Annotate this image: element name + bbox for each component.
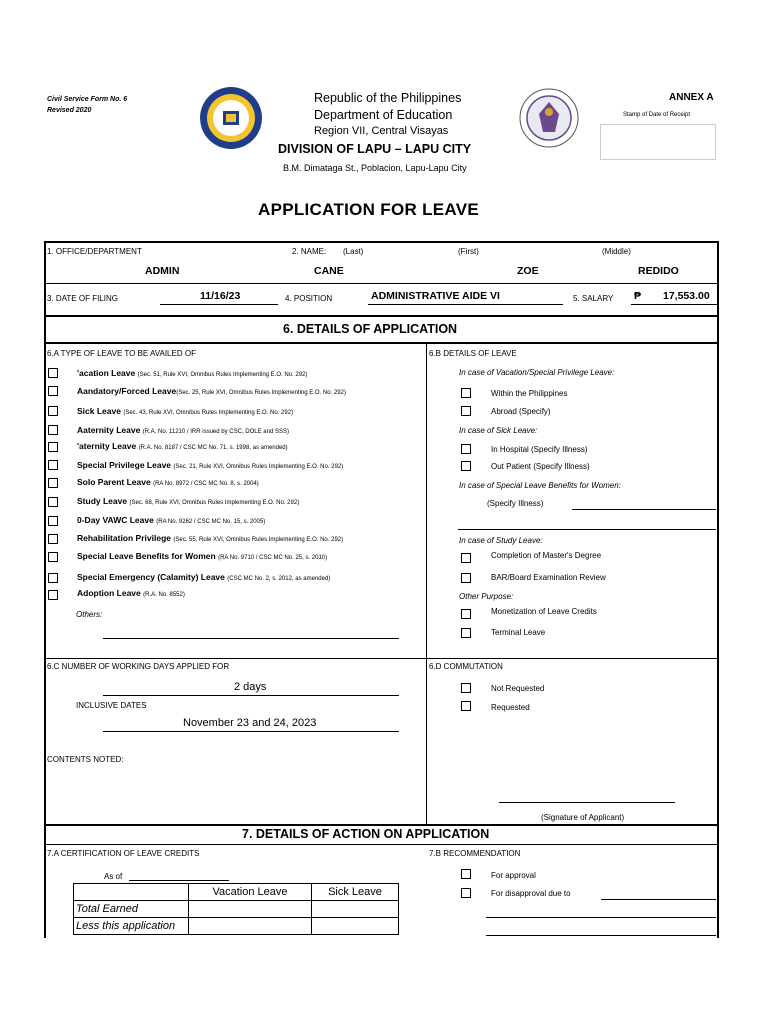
leave-type-item: Study Leave (Sec. 68, Rule XVI, Omnibus Rules Implementing E.O. No. 292) <box>77 496 300 506</box>
salary-value: 17,553.00 <box>663 290 710 302</box>
divider <box>44 658 719 659</box>
women-heading: In case of Special Leave Benefits for Women: <box>459 481 621 490</box>
leave-type-checkbox[interactable] <box>48 497 58 507</box>
table-cell[interactable] <box>189 918 312 935</box>
table-cell[interactable] <box>312 918 399 935</box>
date-filing-value: 11/16/23 <box>200 290 241 302</box>
form-revised: Revised 2020 <box>47 107 92 114</box>
disapproval-reason-line[interactable] <box>601 899 716 900</box>
first-name-label: (First) <box>458 247 479 256</box>
table-cell[interactable] <box>312 901 399 918</box>
salary-line <box>631 304 717 305</box>
leave-type-item: Special Privilege Leave (Sec. 21, Rule XVI, Omnibus Rules Implementing E.O. No. 292) <box>77 460 344 470</box>
leave-type-checkbox[interactable] <box>48 516 58 526</box>
salary-currency: ₱ <box>634 290 642 302</box>
out-patient-checkbox[interactable] <box>461 461 471 471</box>
leave-type-item: Sick Leave (Sec. 43, Rule XVI, Omnibus Rules Implementing E.O. No. 292) <box>77 406 294 416</box>
leave-type-checkbox[interactable] <box>48 460 58 470</box>
leave-type-checkbox[interactable] <box>48 442 58 452</box>
vacation-heading: In case of Vacation/Special Privilege Leave: <box>459 368 615 377</box>
last-name-value: CANE <box>314 265 344 277</box>
office-label: 1. OFFICE/DEPARTMENT <box>47 247 142 256</box>
inclusive-dates-value: November 23 and 24, 2023 <box>183 717 317 729</box>
leave-credits-table <box>73 883 399 935</box>
not-requested-label: Not Requested <box>491 684 545 693</box>
col-vacation-leave: Vacation Leave <box>189 884 312 901</box>
leave-type-item: Special Emergency (Calamity) Leave (CSC MC No. 2, s. 2012, as amended) <box>77 572 331 582</box>
divider <box>44 315 719 317</box>
leave-type-item: 'acation Leave (Sec. 51, Rule XVI, Omnibus Rules Implementing E.O. No. 292) <box>77 368 308 378</box>
stamp-label: Stamp of Date of Receipt <box>623 112 691 118</box>
requested-label: Requested <box>491 703 530 712</box>
position-line <box>368 304 563 305</box>
others-label: Others: <box>76 610 103 619</box>
leave-type-item: 'aternity Leave (R.A. No. 8187 / CSC MC No. 71, s. 1998, as amended) <box>77 441 288 451</box>
column-divider <box>426 343 427 658</box>
monetization-label: Monetization of Leave Credits <box>491 607 597 616</box>
department-heading: Department of Education <box>314 108 453 122</box>
terminal-leave-label: Terminal Leave <box>491 628 546 637</box>
disapproval-reason-line-2[interactable] <box>486 917 716 918</box>
recommendation-label: 7.B RECOMMENDATION <box>429 849 521 858</box>
as-of-label: As of <box>104 872 123 881</box>
inclusive-dates-line <box>103 731 399 732</box>
others-input-line[interactable] <box>103 638 399 639</box>
in-hospital-label: In Hospital (Specify Illness) <box>491 445 588 454</box>
masters-checkbox[interactable] <box>461 553 471 563</box>
working-days-value: 2 days <box>234 681 267 693</box>
divider <box>44 844 719 845</box>
type-leave-label: 6.A TYPE OF LEAVE TO BE AVAILED OF <box>47 349 196 358</box>
as-of-line[interactable] <box>129 880 229 881</box>
divider <box>44 342 719 344</box>
col-sick-leave: Sick Leave <box>312 884 399 901</box>
terminal-leave-checkbox[interactable] <box>461 628 471 638</box>
requested-checkbox[interactable] <box>461 701 471 711</box>
leave-type-checkbox[interactable] <box>48 552 58 562</box>
specify-illness-line[interactable] <box>572 509 716 510</box>
form-title: APPLICATION FOR LEAVE <box>258 200 480 219</box>
first-name-value: ZOE <box>517 265 539 277</box>
date-filing-label: 3. DATE OF FILING <box>47 294 118 303</box>
salary-label: 5. SALARY <box>573 294 614 303</box>
middle-name-value: REDIDO <box>638 265 679 277</box>
details-leave-label: 6.B DETAILS OF LEAVE <box>429 349 517 358</box>
division-seal-logo <box>199 86 263 150</box>
bar-review-label: BAR/Board Examination Review <box>491 573 606 582</box>
leave-type-checkbox[interactable] <box>48 386 58 396</box>
study-heading: In case of Study Leave: <box>459 536 543 545</box>
leave-type-item: 0-Day VAWC Leave (RA No. 9262 / CSC MC No. 15, s. 2005) <box>77 515 266 525</box>
leave-type-checkbox[interactable] <box>48 573 58 583</box>
stamp-box <box>600 124 716 160</box>
leave-type-item: Aandatory/Forced Leave(Sec. 25, Rule XVI, Omnibus Rules Implementing E.O. No. 292) <box>77 386 346 396</box>
row-total-earned: Total Earned <box>74 901 189 918</box>
leave-type-checkbox[interactable] <box>48 478 58 488</box>
abroad-checkbox[interactable] <box>461 406 471 416</box>
leave-type-checkbox[interactable] <box>48 590 58 600</box>
approval-checkbox[interactable] <box>461 869 471 879</box>
out-patient-label: Out Patient (Specify Illness) <box>491 462 590 471</box>
disapproval-checkbox[interactable] <box>461 888 471 898</box>
leave-type-checkbox[interactable] <box>48 368 58 378</box>
signature-line[interactable] <box>499 802 675 803</box>
leave-type-checkbox[interactable] <box>48 534 58 544</box>
working-days-line <box>103 695 399 696</box>
position-value: ADMINISTRATIVE AIDE VI <box>371 290 500 302</box>
within-philippines-checkbox[interactable] <box>461 388 471 398</box>
contents-noted-label: CONTENTS NOTED: <box>47 755 124 764</box>
in-hospital-checkbox[interactable] <box>461 444 471 454</box>
inclusive-dates-label: INCLUSIVE DATES <box>76 701 147 710</box>
action-title: 7. DETAILS OF ACTION ON APPLICATION <box>242 827 490 841</box>
disapproval-reason-line-3[interactable] <box>486 935 716 936</box>
specify-illness-line-2[interactable] <box>458 529 716 530</box>
office-value: ADMIN <box>145 265 180 277</box>
approval-label: For approval <box>491 871 536 880</box>
working-days-label: 6.C NUMBER OF WORKING DAYS APPLIED FOR <box>47 662 230 671</box>
certification-label: 7.A CERTIFICATION OF LEAVE CREDITS <box>47 849 200 858</box>
annex-label: ANNEX A <box>669 92 714 103</box>
sick-heading: In case of Sick Leave: <box>459 426 538 435</box>
monetization-checkbox[interactable] <box>461 609 471 619</box>
republic-heading: Republic of the Philippines <box>314 91 462 105</box>
signature-label: (Signature of Applicant) <box>541 813 625 822</box>
other-purpose-heading: Other Purpose: <box>459 592 514 601</box>
not-requested-checkbox[interactable] <box>461 683 471 693</box>
form-number: Civil Service Form No. 6 <box>47 96 128 103</box>
name-label: 2. NAME: <box>292 247 327 256</box>
table-cell[interactable] <box>189 901 312 918</box>
column-divider <box>426 658 427 824</box>
region-heading: Region VII, Central Visayas <box>314 125 449 137</box>
divider <box>44 283 719 284</box>
deped-seal-logo <box>519 88 579 148</box>
masters-label: Completion of Master's Degree <box>491 551 602 560</box>
leave-type-item: Adoption Leave (R.A. No. 8552) <box>77 588 185 598</box>
leave-type-item: Rehabilitation Privilege (Sec. 55, Rule XVI, Omnibus Rules Implementing E.O. No. 292) <box>77 533 344 543</box>
leave-type-checkbox[interactable] <box>48 425 58 435</box>
commutation-label: 6.D COMMUTATION <box>429 662 503 671</box>
specify-illness-label: (Specify Illness) <box>487 499 544 508</box>
leave-type-item: Special Leave Benefits for Women (RA No. 9710 / CSC MC No. 25, s. 2010) <box>77 551 328 561</box>
division-heading: DIVISION OF LAPU – LAPU CITY <box>278 142 472 156</box>
details-title: 6. DETAILS OF APPLICATION <box>283 322 458 336</box>
bar-review-checkbox[interactable] <box>461 573 471 583</box>
disapproval-label: For disapproval due to <box>491 889 571 898</box>
leave-type-item: Aaternity Leave (R.A. No. 11210 / IRR issued by CSC, DOLE and SSS) <box>77 425 289 435</box>
divider <box>44 824 719 826</box>
date-filing-line <box>160 304 278 305</box>
middle-name-label: (Middle) <box>602 247 631 256</box>
leave-type-checkbox[interactable] <box>48 406 58 416</box>
leave-type-item: Solo Parent Leave (RA No. 8972 / CSC MC No. 8, s. 2004) <box>77 477 259 487</box>
address-heading: B.M. Dimataga St., Poblacion, Lapu-Lapu City <box>283 163 467 173</box>
last-name-label: (Last) <box>343 247 364 256</box>
within-philippines-label: Within the Philippines <box>491 389 568 398</box>
table-corner <box>74 884 189 901</box>
row-less-application: Less this application <box>74 918 189 935</box>
abroad-label: Abroad (Specify) <box>491 407 551 416</box>
position-label: 4. POSITION <box>285 294 333 303</box>
